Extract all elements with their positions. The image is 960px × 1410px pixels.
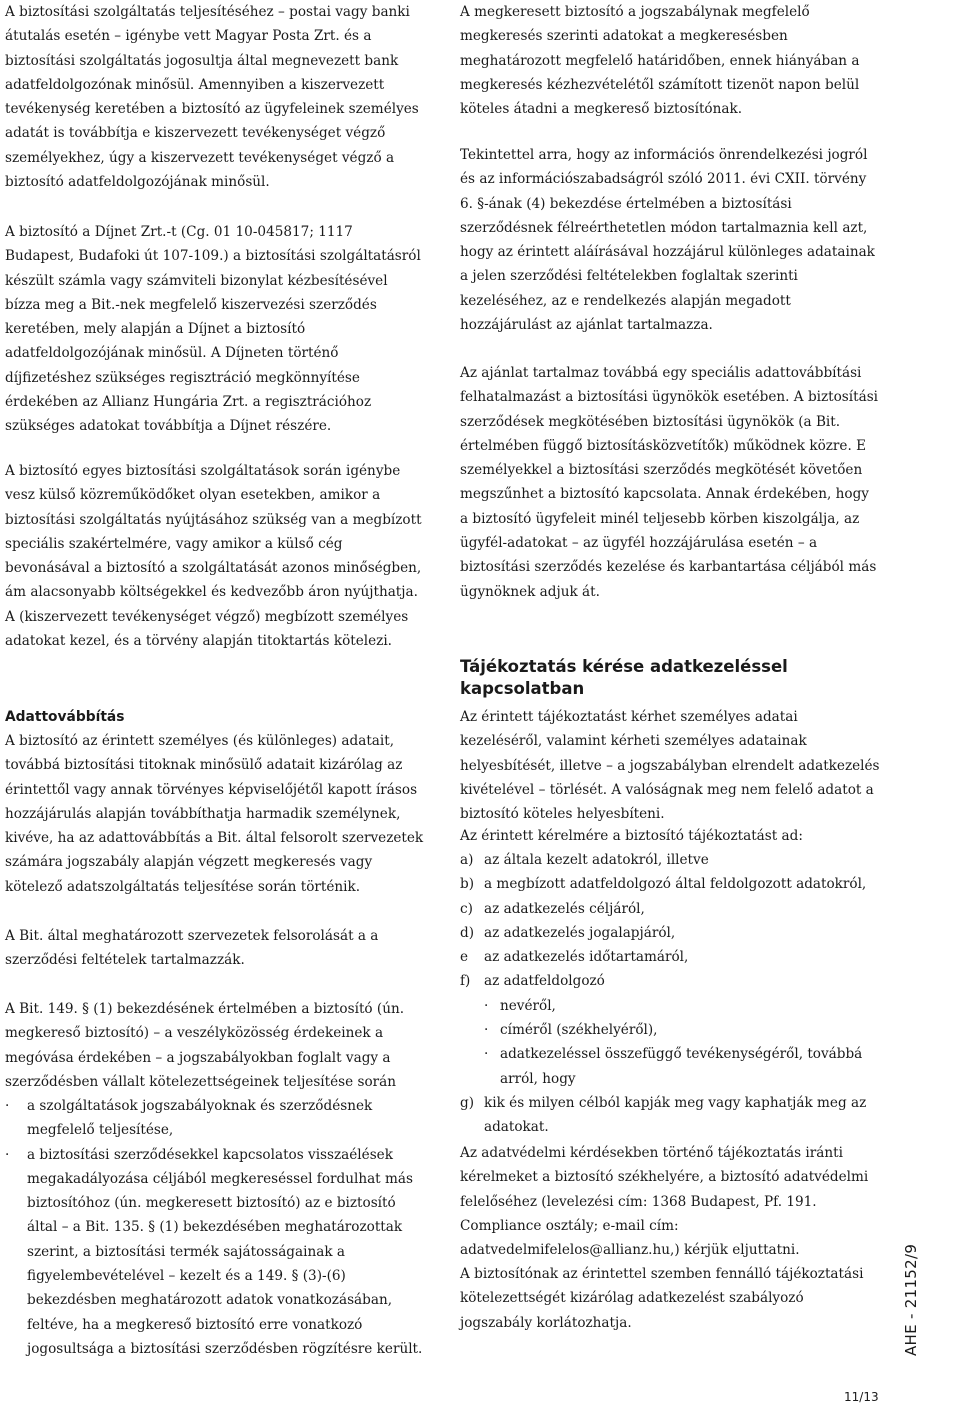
paragraph-contact: Az adatvédelmi kérdésekben történő tájékoztatás iránti kérelmeket a biztosító székhelyére, a biztosító adatvédelmi felelőséhez (levelezési cím: 1368 Budapest, Pf. 191. Compliance osztály; e-mail cím: adatvedelmifelelos@allianz.hu,) kérjük eljuttatni. xyxy=(460,1145,869,1259)
paragraph-law-reference: Tekintettel arra, hogy az információs önrendelkezési jogról és az információszabadságról szóló 2011. évi CXII. törvény 6. §-ának (4) bekezdése értelmében a biztosítási szerződésnek félreérthetetlen módon tartalmaznia kell azt, hogy az érintett aláírásával hozzájárul különleges adatainak a jelen szerződési feltételekben foglaltak szerinti kezeléséhez, az e rendelkezés alapján megadott hozzájárulást az ajánlat tartalmazza. xyxy=(460,147,875,334)
heading-information-request: Tájékoztatás kérése adatkezeléssel kapcsolatban xyxy=(460,657,788,698)
list-item xyxy=(460,921,880,945)
list-item xyxy=(460,945,880,969)
list-item xyxy=(460,872,880,896)
paragraph-requested-insurer: A megkeresett biztosító a jogszabálynak megfelelő megkeresés szerinti adatokat a megkeresésben meghatározott megfelelő határidőben, ennek hiányában a megkeresés kézhezvételétől számított tizenöt napon belül köteles átadni a megkereső biztosítónak. xyxy=(460,4,860,118)
paragraph-transfer-list-reference: A Bit. által meghatározott szervezetek felsorolását a a szerződési feltételek tartalmazzák. xyxy=(5,928,379,969)
list-text: az adatkezelés időtartamáról, xyxy=(484,949,689,966)
list-marker: b) xyxy=(460,876,475,893)
heading-data-transfer: Adattovábbítás xyxy=(5,709,125,725)
paragraph-information-request: Az érintett tájékoztatást kérhet személyes adatai kezeléséről, valamint kérheti személyes adatainak helyesbítését, illetve – a jogszabályban elrendelt adatkezelés kivételével – törlését. A valóságnak meg nem felelő adatot a biztosító köteles helyesbíteni. xyxy=(460,709,880,823)
list-item xyxy=(460,848,880,872)
sub-list-item: · adatkezeléssel összefüggő tevékenységéről, továbbá arról, hogy xyxy=(460,1042,880,1091)
list-marker: f) xyxy=(460,973,471,990)
paragraph-dijnet: A biztosító a Díjnet Zrt.-t (Cg. 01 10-045817; 1117 Budapest, Budafoki út 107-109.) a biztosítási szolgáltatásról készült számla vagy számviteli bizonylat kézbesítésével bízza meg a Bit.-nek megfelelő kiszervezési szerződés keretében, mely alapján a Díjnet a biztosító adatfeldolgozójának minősül. A Díjneten történő díjfizetéshez szükséges regisztráció megkönnyítése érdekében az Allianz Hungária Zrt. a regisztrációhoz szükséges adatokat továbbítja a Díjnet részére. xyxy=(5,224,421,435)
page-number: 11/13 xyxy=(844,1390,879,1404)
paragraph-bit149-intro: A Bit. 149. § (1) bekezdésének értelmében a biztosító (ún. megkereső biztosító) – a veszélyközösség érdekeinek a megóvása érdekében – a jogszabályokban foglalt vagy a szerződésben vállalt kötelezettségeinek teljesítése során xyxy=(5,1001,405,1090)
list-marker: c) xyxy=(460,900,473,917)
sub-list-item: · nevéről, xyxy=(460,994,880,1018)
bit149-list xyxy=(5,1094,425,1361)
paragraph-request-intro: Az érintett kérelmére a biztosító tájékoztatást ad: xyxy=(460,828,803,844)
list-text: az adatfeldolgozó xyxy=(484,973,605,990)
list-marker: e xyxy=(460,949,469,966)
paragraph-limitation: A biztosítónak az érintettel szemben fennálló tájékoztatási kötelezettségét kizárólag adatkezelést szabályozó jogszabály korlátozhatja. xyxy=(460,1266,864,1331)
list-marker: a) xyxy=(460,852,474,868)
list-text: az általa kezelt adatokról, illetve xyxy=(484,852,709,868)
paragraph-intro: A biztosítási szolgáltatás teljesítéséhez – postai vagy banki átutalás esetén – igénybe vett Magyar Posta Zrt. és a biztosítási szolgáltatás jogosultja által megnevezett bank adatfeldolgozónak minősül. Amennyiben a kiszervezett tevékenység keretében a biztosító az ügyfeleinek személyes adatát is továbbítja e kiszervezett tevékenységet végző személyekhez, úgy a kiszervezett tevékenységet végző a biztosító adatfeldolgozójának minősül. xyxy=(5,4,419,191)
document-code: AHE - 21152/9 xyxy=(902,1243,920,1356)
list-text: az adatkezelés jogalapjáról, xyxy=(484,924,676,941)
list-item xyxy=(460,1091,880,1140)
paragraph-agents: Az ajánlat tartalmaz továbbá egy speciális adattovábbítási felhatalmazást a biztosítási ügynökök esetében. A biztosítási szerződések megkötésében biztosítási ügynökök (a Bit. értelmében függő biztosításközvetítők) működnek közre. E személyekkel a biztosítási szerződés megkötését követően megszűnhet a biztosító kapcsolata. Annak érdekében, hogy a biztosító ügyfeleit minél teljesebb körben kiszolgálja, az ügyfél-adatokat – az ügyfél hozzájárulása esetén – a biztosítási szerződés kezelése és karbantartása céljából más ügynöknek adjuk át. xyxy=(460,365,879,600)
information-items-list xyxy=(460,848,880,1140)
list-marker: g) xyxy=(460,1094,475,1111)
list-item xyxy=(460,969,880,1090)
list-text: a megbízott adatfeldolgozó által feldolgozott adatokról, xyxy=(484,876,867,893)
list-marker: d) xyxy=(460,924,475,941)
list-item xyxy=(460,897,880,921)
sub-list-item: · címéről (székhelyéről), xyxy=(460,1018,880,1042)
list-text: az adatkezelés céljáról, xyxy=(484,900,645,917)
list-item: · a szolgáltatások jogszabályoknak és szerződésnek megfelelő teljesítése, xyxy=(5,1094,425,1143)
paragraph-data-transfer: A biztosító az érintett személyes (és különleges) adatait, továbbá biztosítási titoknak minősülő adatait kizárólag az érintettől vagy annak törvényes képviselőjétől kapott írásos hozzájárulás alapján továbbíthatja harmadik személynek, kivéve, ha az adattovábbítás a Bit. által felsorolt szervezetek számára jogszabály alapján végzett megkeresés vagy kötelező adatszolgáltatás teljesítése során történik. xyxy=(5,733,424,895)
paragraph-external-contractors: A biztosító egyes biztosítási szolgáltatások során igénybe vesz külső közreműködőket olyan esetekben, amikor a biztosítási szolgáltatás nyújtásához szükség van a megbízott speciális szakértelmére, vagy amikor a külső cég bevonásával a biztosító a szolgáltatását azonos minőségben, ám alacsonyabb költségekkel és kedvezőbb áron nyújthatja. A (kiszervezett tevékenységet végző) megbízott személyes adatokat kezel, és a törvény alapján titoktartás kötelezi. xyxy=(5,463,422,650)
list-item: · a biztosítási szerződésekkel kapcsolatos visszaélések megakadályozása céljából megkereséssel fordulhat más biztosítóhoz (ún. megkeresett biztosító) az e biztosító által – a Bit. 135. § (1) bekezdésében meghatározottak szerint, a biztosítási termék sajátosságainak a figyelembevételével – kezelt és a 149. § (3)-(6) bekezdésben meghatározott adatok vonatkozásában, feltéve, ha a megkereső biztosító erre vonatkozó jogosultsága a biztosítási szerződésben rögzítésre került. xyxy=(5,1143,425,1362)
processor-sub-list xyxy=(460,994,880,1091)
list-text: kik és milyen célból kapják meg vagy kaphatják meg az adatokat. xyxy=(484,1094,867,1136)
